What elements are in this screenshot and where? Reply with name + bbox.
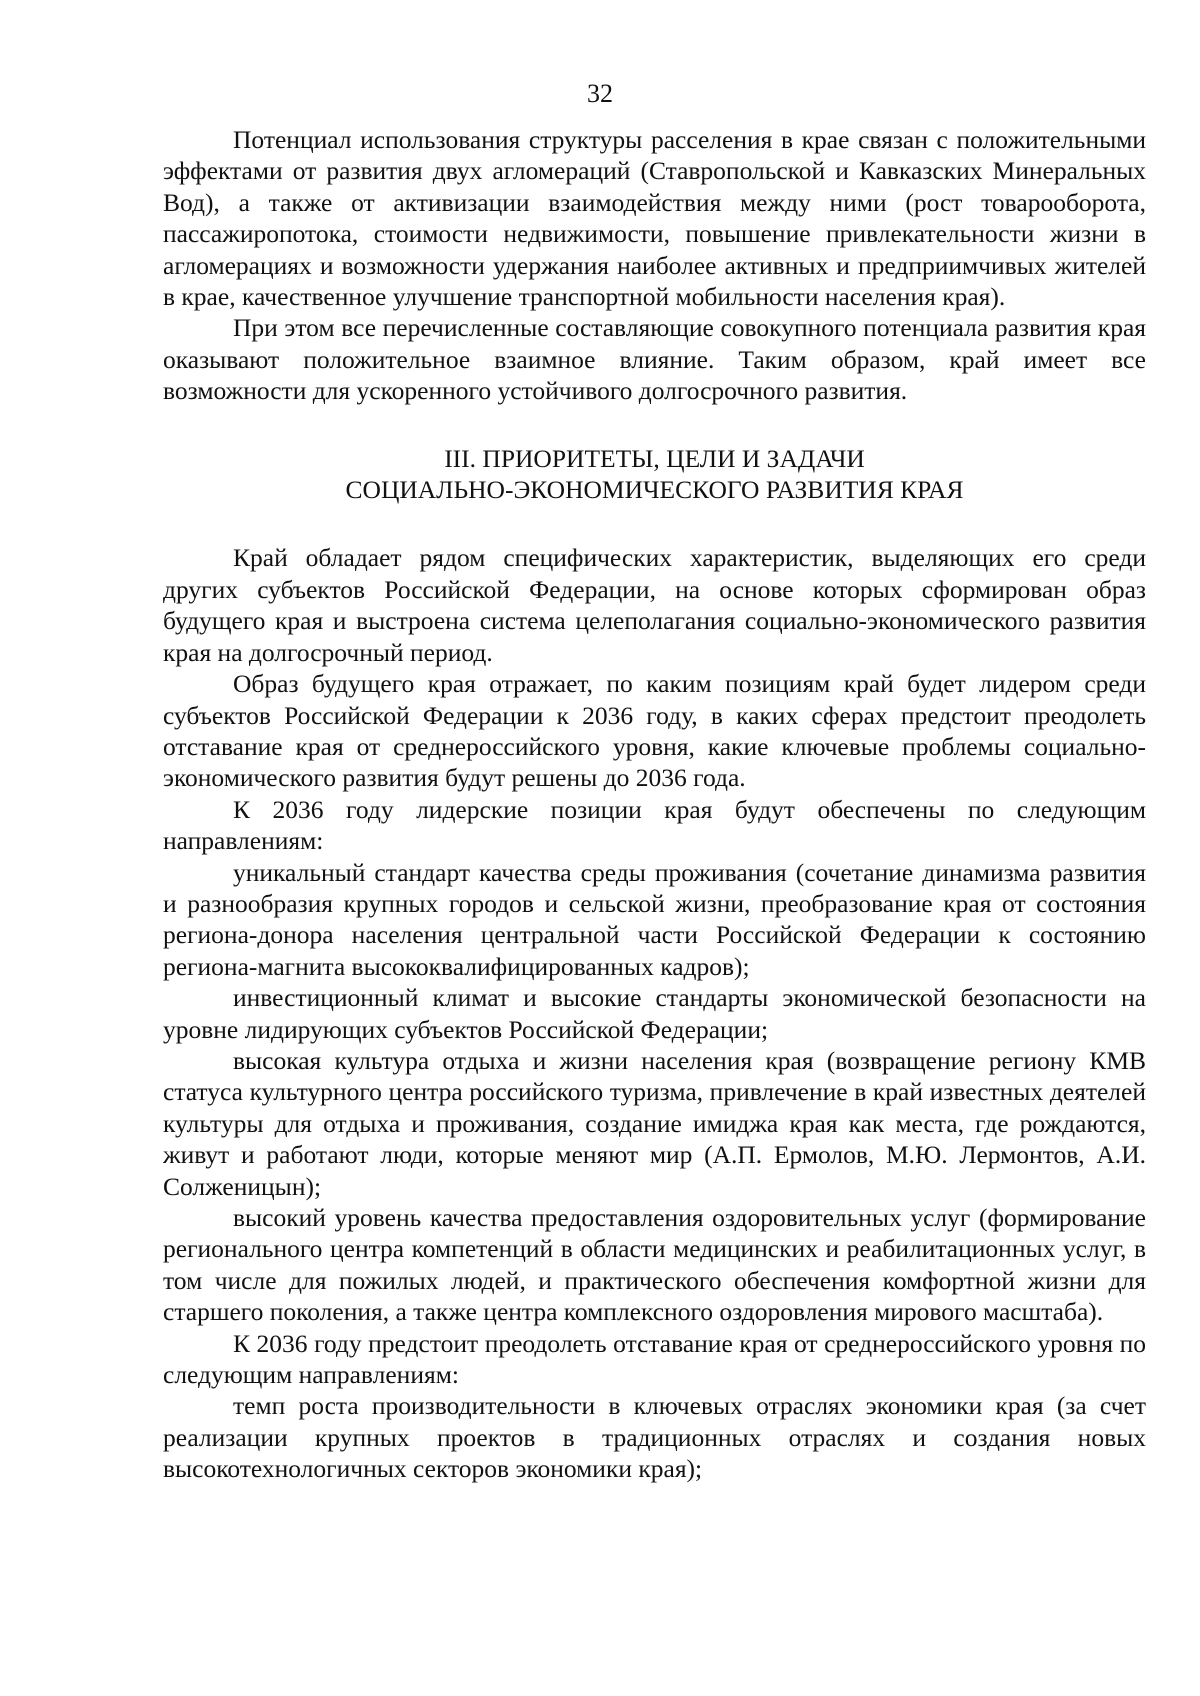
- section-heading-line-2: СОЦИАЛЬНО-ЭКОНОМИЧЕСКОГО РАЗВИТИЯ КРАЯ: [345, 475, 964, 505]
- list-item-health-services: высокий уровень качества предоставления оздоровительных услуг (формирование регионального центра компетенций в области медицинских и реабилитационных услуг, в том числе для пожилых людей, и практического обеспечения комфортной жизни для старшего поколения, а также центра комплексного оздоровления мирового масштаба).: [163, 1203, 1146, 1327]
- section-heading: [163, 443, 1146, 506]
- page-number: 32: [587, 79, 613, 108]
- list-item-productivity-growth: темп роста производительности в ключевых отраслях экономики края (за счет реализации крупных проектов в традиционных отраслях и создания новых высокотехнологичных секторов экономики края);: [163, 1391, 1146, 1484]
- paragraph-settlement-potential: Потенциал использования структуры расселения в крае связан с положительными эффектами от развития двух агломераций (Ставропольской и Кавказских Минеральных Вод), а также от активизации взаимодействия между ними (рост товарооборота, пассажиропотока, стоимости недвижимости, повышение привлекательности жизни в агломерациях и возможности удержания наиболее активных и предприимчивых жителей в крае, качественное улучшение транспортной мобильности населения края).: [163, 125, 1146, 312]
- list-item-recreation-culture: высокая культура отдыха и жизни населения края (возвращение региону КМВ статуса культурного центра российского туризма, привлечение в край известных деятелей культуры для отдыха и проживания, создание имиджа края как места, где рождаются, живут и работают люди, которые меняют мир (А.П. Ермолов, М.Ю. Лермонтов, А.И. Солженицын);: [163, 1045, 1146, 1201]
- page-content: [163, 124, 1146, 1485]
- paragraph-mutual-influence: При этом все перечисленные составляющие совокупного потенциала развития края оказывают положительное взаимное влияние. Таким образом, край имеет все возможности для ускоренного устойчивого долгосрочного развития.: [163, 313, 1146, 406]
- list-item-investment-climate: инвестиционный климат и высокие стандарты экономической безопасности на уровне лидирующих субъектов Российской Федерации;: [163, 983, 1146, 1044]
- list-item-living-standard: уникальный стандарт качества среды проживания (сочетание динамизма развития и разнообразия крупных городов и сельской жизни, преобразование края от состояния региона-донора населения центральной части Российской Федерации к состоянию региона-магнита высококвалифицированных кадров);: [163, 857, 1146, 981]
- section-heading-line-1: III. ПРИОРИТЕТЫ, ЦЕЛИ И ЗАДАЧИ: [444, 443, 865, 473]
- paragraph-leadership-intro: К 2036 году лидерские позиции края будут обеспечены по следующим направлениям:: [163, 794, 1146, 856]
- paragraph-specific-characteristics: Край обладает рядом специфических характеристик, выделяющих его среди других субъектов Российской Федерации, на основе которых сформирован образ будущего края и выстроена система целеполагания социально-экономического развития края на долгосрочный период.: [163, 543, 1146, 667]
- paragraph-lag-intro: К 2036 году предстоит преодолеть отставание края от среднероссийского уровня по следующим направлениям:: [163, 1328, 1146, 1390]
- paragraph-future-image: Образ будущего края отражает, по каким позициям край будет лидером среди субъектов Российской Федерации к 2036 году, в каких сферах предстоит преодолеть отставание края от среднероссийского уровня, какие ключевые проблемы социально-экономического развития будут решены до 2036 года.: [163, 669, 1146, 793]
